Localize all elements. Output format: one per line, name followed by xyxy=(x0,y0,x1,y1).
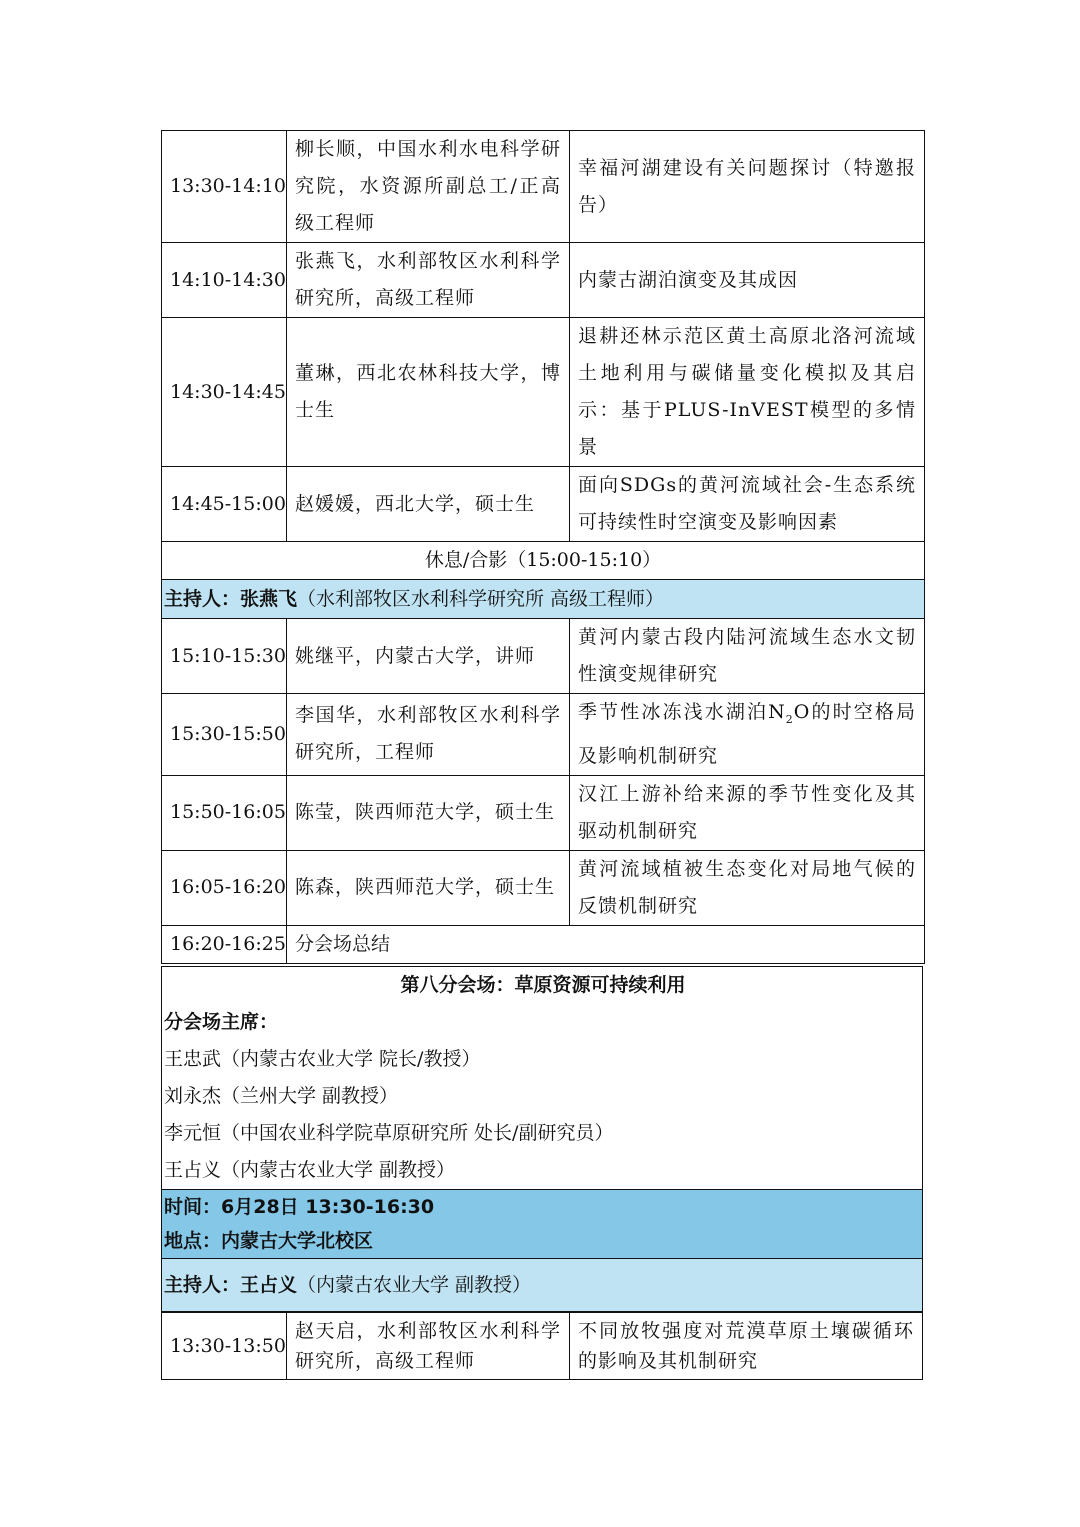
summary-cell: 分会场总结 xyxy=(287,925,925,963)
topic-subscript: 2 xyxy=(785,712,794,726)
session-time: 时间：6月28日 13:30-16:30 xyxy=(164,1196,435,1218)
time-cell: 15:10-15:30 xyxy=(162,619,287,694)
topic-cell: 黄河流域植被生态变化对局地气候的反馈机制研究 xyxy=(570,850,925,925)
break-text: 休息/合影（15:00-15:10） xyxy=(162,542,925,580)
topic-text: O的时空格局及影响机制研究 xyxy=(578,701,916,767)
topic-cell xyxy=(570,694,925,776)
topic-cell: 黄河内蒙古段内陆河流域生态水文韧性演变规律研究 xyxy=(570,619,925,694)
host-row xyxy=(161,1258,923,1312)
schedule-table-1 xyxy=(161,130,925,964)
topic-cell: 内蒙古湖泊演变及其成因 xyxy=(570,243,925,318)
topic-cell: 面向SDGs的黄河流域社会-生态系统可持续性时空演变及影响因素 xyxy=(570,467,925,542)
host-cell xyxy=(162,580,925,619)
host-label: 主持人：张燕飞 xyxy=(164,588,298,610)
speaker-cell: 陈森，陕西师范大学，硕士生 xyxy=(287,850,570,925)
table-row xyxy=(162,850,925,925)
session-8-block xyxy=(161,966,923,1380)
speaker-cell: 姚继平，内蒙古大学，讲师 xyxy=(287,619,570,694)
table-row xyxy=(162,467,925,542)
topic-cell: 退耕还林示范区黄土高原北洛河流域土地利用与碳储量变化模拟及其启示：基于PLUS-InVEST模型的多情景 xyxy=(570,318,925,467)
chair-item: 刘永杰（兰州大学 副教授） xyxy=(164,1085,399,1107)
chair-item: 王忠武（内蒙古农业大学 院长/教授） xyxy=(164,1048,481,1070)
speaker-cell: 赵媛媛，西北大学，硕士生 xyxy=(287,467,570,542)
speaker-cell: 董琳，西北农林科技大学，博士生 xyxy=(287,318,570,467)
session-place: 地点：内蒙古大学北校区 xyxy=(164,1230,374,1252)
host-row xyxy=(162,580,925,619)
break-row xyxy=(162,542,925,580)
table-row xyxy=(162,318,925,467)
table-row xyxy=(162,619,925,694)
table-row xyxy=(162,131,925,243)
time-cell: 14:30-14:45 xyxy=(162,318,287,467)
table-row xyxy=(162,1313,923,1380)
table-row xyxy=(162,775,925,850)
time-place-band xyxy=(161,1189,923,1258)
time-cell: 16:20-16:25 xyxy=(162,925,287,963)
topic-cell: 不同放牧强度对荒漠草原土壤碳循环的影响及其机制研究 xyxy=(570,1313,923,1380)
speaker-cell: 陈莹，陕西师范大学，硕士生 xyxy=(287,775,570,850)
time-cell: 15:30-15:50 xyxy=(162,694,287,776)
session-title: 第八分会场：草原资源可持续利用 xyxy=(400,974,686,996)
time-cell: 13:30-13:50 xyxy=(162,1313,287,1380)
host-detail: （水利部牧区水利科学研究所 高级工程师） xyxy=(297,588,665,610)
speaker-cell: 赵天启，水利部牧区水利科学研究所，高级工程师 xyxy=(287,1313,570,1380)
host-detail: （内蒙古农业大学 副教授） xyxy=(297,1274,532,1296)
session-header xyxy=(161,966,923,1189)
time-cell: 13:30-14:10 xyxy=(162,131,287,243)
summary-row xyxy=(162,925,925,963)
chair-item: 李元恒（中国农业科学院草原研究所 处长/副研究员） xyxy=(164,1122,614,1144)
schedule-table-2 xyxy=(161,1312,923,1380)
table-row xyxy=(162,243,925,318)
host-label: 主持人：王占义 xyxy=(164,1274,298,1296)
speaker-cell: 柳长顺，中国水利水电科学研究院，水资源所副总工/正高级工程师 xyxy=(287,131,570,243)
time-cell: 14:10-14:30 xyxy=(162,243,287,318)
speaker-cell: 张燕飞，水利部牧区水利科学研究所，高级工程师 xyxy=(287,243,570,318)
topic-text: 季节性冰冻浅水湖泊N xyxy=(578,701,786,723)
chairs-label: 分会场主席： xyxy=(164,1011,279,1033)
speaker-cell: 李国华，水利部牧区水利科学研究所，工程师 xyxy=(287,694,570,776)
time-cell: 14:45-15:00 xyxy=(162,467,287,542)
topic-cell: 幸福河湖建设有关问题探讨（特邀报告） xyxy=(570,131,925,243)
table-row xyxy=(162,694,925,776)
time-cell: 15:50-16:05 xyxy=(162,775,287,850)
topic-cell: 汉江上游补给来源的季节性变化及其驱动机制研究 xyxy=(570,775,925,850)
chair-item: 王占义（内蒙古农业大学 副教授） xyxy=(164,1159,456,1181)
time-cell: 16:05-16:20 xyxy=(162,850,287,925)
